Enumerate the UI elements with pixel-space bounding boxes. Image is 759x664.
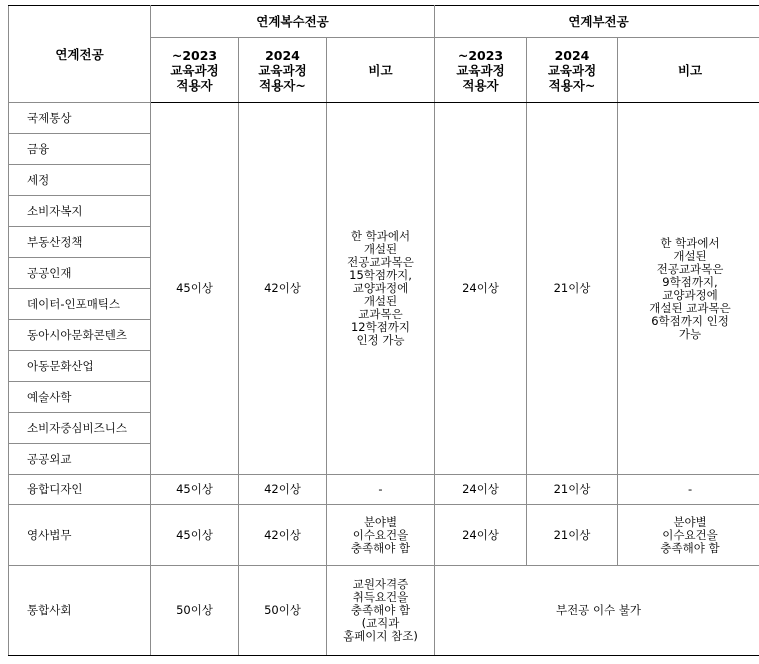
group-minor-remarks: 한 학과에서 개설된 전공교과목은 9학점까지, 교양과정에 개설된 교과목은 6학점까지 인정 가능 [618,103,759,475]
group-minor-2023: 24이상 [435,103,527,475]
minor-remarks: 분야별 이수요건을 충족해야 함 [618,505,759,566]
double-remarks: - [327,475,435,505]
major-name: 국제통상 [9,103,151,134]
major-name: 예술사학 [9,382,151,413]
major-name: 부동산정책 [9,227,151,258]
header-minor-remarks: 비고 [618,38,759,103]
major-name: 융합디자인 [9,475,151,505]
minor-2024: 21이상 [527,475,618,505]
double-remarks: 교원자격증 취득요건을 충족해야 함 (교직과 홈페이지 참조) [327,566,435,656]
double-2024: 42이상 [239,475,327,505]
header-minor-2024: 2024 교육과정 적용자~ [527,38,618,103]
minor-not-allowed: 부전공 이수 불가 [435,566,759,656]
major-name: 데이터-인포매틱스 [9,289,151,320]
minor-2023: 24이상 [435,475,527,505]
minor-2024: 21이상 [527,505,618,566]
major-name: 세정 [9,165,151,196]
double-2024: 42이상 [239,505,327,566]
double-2023: 45이상 [151,505,239,566]
major-name: 금융 [9,134,151,165]
header-linked-major: 연계전공 [9,6,151,103]
group-double-2024: 42이상 [239,103,327,475]
header-double-2024: 2024 교육과정 적용자~ [239,38,327,103]
major-requirements-table [8,5,759,656]
double-2024: 50이상 [239,566,327,656]
group-minor-2024: 21이상 [527,103,618,475]
major-name: 아동문화산업 [9,351,151,382]
group-double-2023: 45이상 [151,103,239,475]
major-name: 공공외교 [9,444,151,475]
double-2023: 45이상 [151,475,239,505]
group-double-remarks: 한 학과에서 개설된 전공교과목은 15학점까지, 교양과정에 개설된 교과목은 12학점까지 인정 가능 [327,103,435,475]
minor-2023: 24이상 [435,505,527,566]
header-double-remarks: 비고 [327,38,435,103]
header-minor-2023: ~2023 교육과정 적용자 [435,38,527,103]
header-minor: 연계부전공 [435,6,759,38]
header-double-major: 연계복수전공 [151,6,435,38]
minor-remarks: - [618,475,759,505]
major-name: 영사법무 [9,505,151,566]
major-name: 동아시아문화콘텐츠 [9,320,151,351]
major-name: 공공인재 [9,258,151,289]
major-name: 소비자복지 [9,196,151,227]
double-2023: 50이상 [151,566,239,656]
header-double-2023: ~2023 교육과정 적용자 [151,38,239,103]
major-name: 소비자중심비즈니스 [9,413,151,444]
major-name: 통합사회 [9,566,151,656]
double-remarks: 분야별 이수요건을 충족해야 함 [327,505,435,566]
